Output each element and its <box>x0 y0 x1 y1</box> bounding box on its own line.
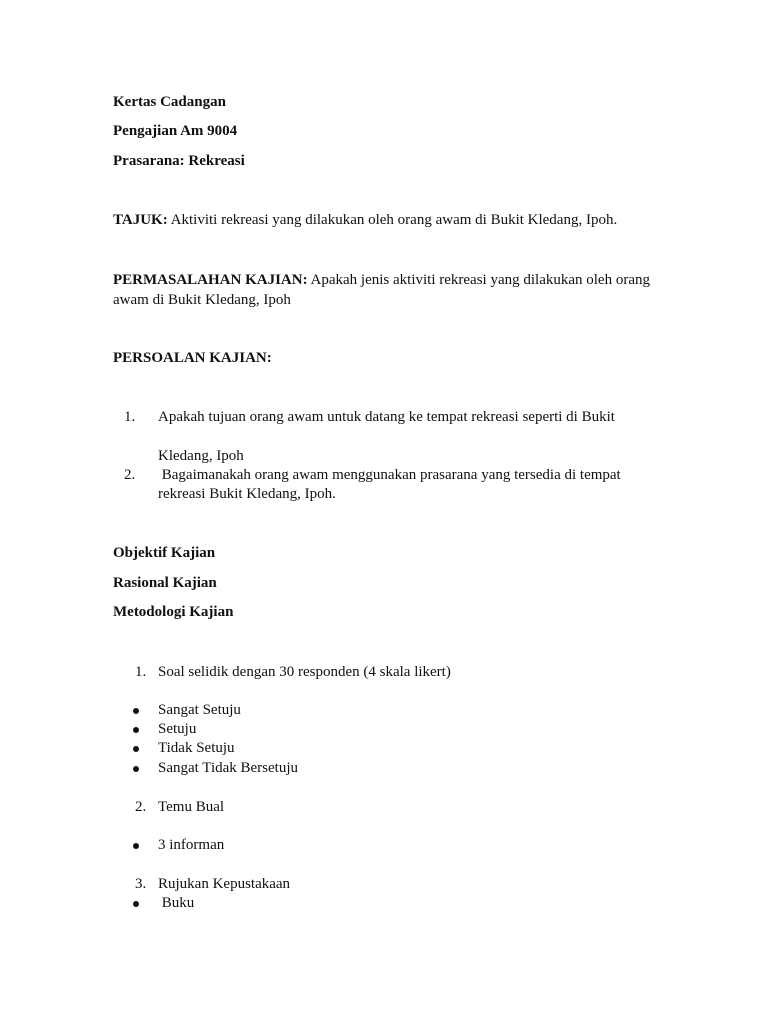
tajuk-line <box>113 211 617 230</box>
topic-category: Prasarana: Rekreasi <box>113 153 245 169</box>
permasalahan-label: PERMASALAHAN KAJIAN: <box>113 272 308 288</box>
scale-option: Sangat Tidak Bersetuju <box>158 760 299 776</box>
objektif-heading: Objektif Kajian <box>113 545 216 561</box>
persoalan-item-1-line-2: Kledang, Ipoh <box>158 448 244 464</box>
persoalan-item-1-number: 1. <box>124 409 136 425</box>
course-code: Pengajian Am 9004 <box>113 123 238 139</box>
bullet-icon <box>133 727 139 733</box>
bullet-icon <box>133 843 139 849</box>
persoalan-item-2-line-1: Bagaimanakah orang awam menggunakan prasarana yang tersedia di tempat <box>158 467 621 483</box>
metodologi-item-2-number: 2. <box>135 799 147 815</box>
bullet-icon <box>133 708 139 714</box>
scale-option: Tidak Setuju <box>158 740 235 756</box>
metodologi-item-2-text: Temu Bual <box>158 799 225 815</box>
rasional-heading: Rasional Kajian <box>113 575 217 591</box>
scale-option: Sangat Setuju <box>158 702 241 718</box>
permasalahan-paragraph <box>113 270 673 310</box>
bullet-icon <box>133 766 139 772</box>
buku-item: Buku <box>158 895 195 911</box>
doc-title: Kertas Cadangan <box>113 94 226 110</box>
persoalan-item-2-line-2: rekreasi Bukit Kledang, Ipoh. <box>158 486 336 502</box>
persoalan-item-2-number: 2. <box>124 467 136 483</box>
tajuk-label: TAJUK: <box>113 212 168 228</box>
metodologi-item-3-text: Rujukan Kepustakaan <box>158 876 291 892</box>
permasalahan-text: Apakah jenis aktiviti rekreasi yang dilakukan oleh orang awam di Bukit Kledang, Ipoh <box>113 272 650 308</box>
informan-item: 3 informan <box>158 837 225 853</box>
metodologi-item-1-text: Soal selidik dengan 30 responden (4 skala likert) <box>158 664 451 680</box>
persoalan-heading: PERSOALAN KAJIAN: <box>113 350 272 366</box>
bullet-icon <box>133 901 139 907</box>
metodologi-heading: Metodologi Kajian <box>113 604 234 620</box>
tajuk-text: Aktiviti rekreasi yang dilakukan oleh orang awam di Bukit Kledang, Ipoh. <box>167 212 618 228</box>
scale-option: Setuju <box>158 721 197 737</box>
metodologi-item-3-number: 3. <box>135 876 147 892</box>
persoalan-item-1-line-1: Apakah tujuan orang awam untuk datang ke tempat rekreasi seperti di Bukit <box>158 409 615 425</box>
bullet-icon <box>133 746 139 752</box>
metodologi-item-1-number: 1. <box>135 664 147 680</box>
